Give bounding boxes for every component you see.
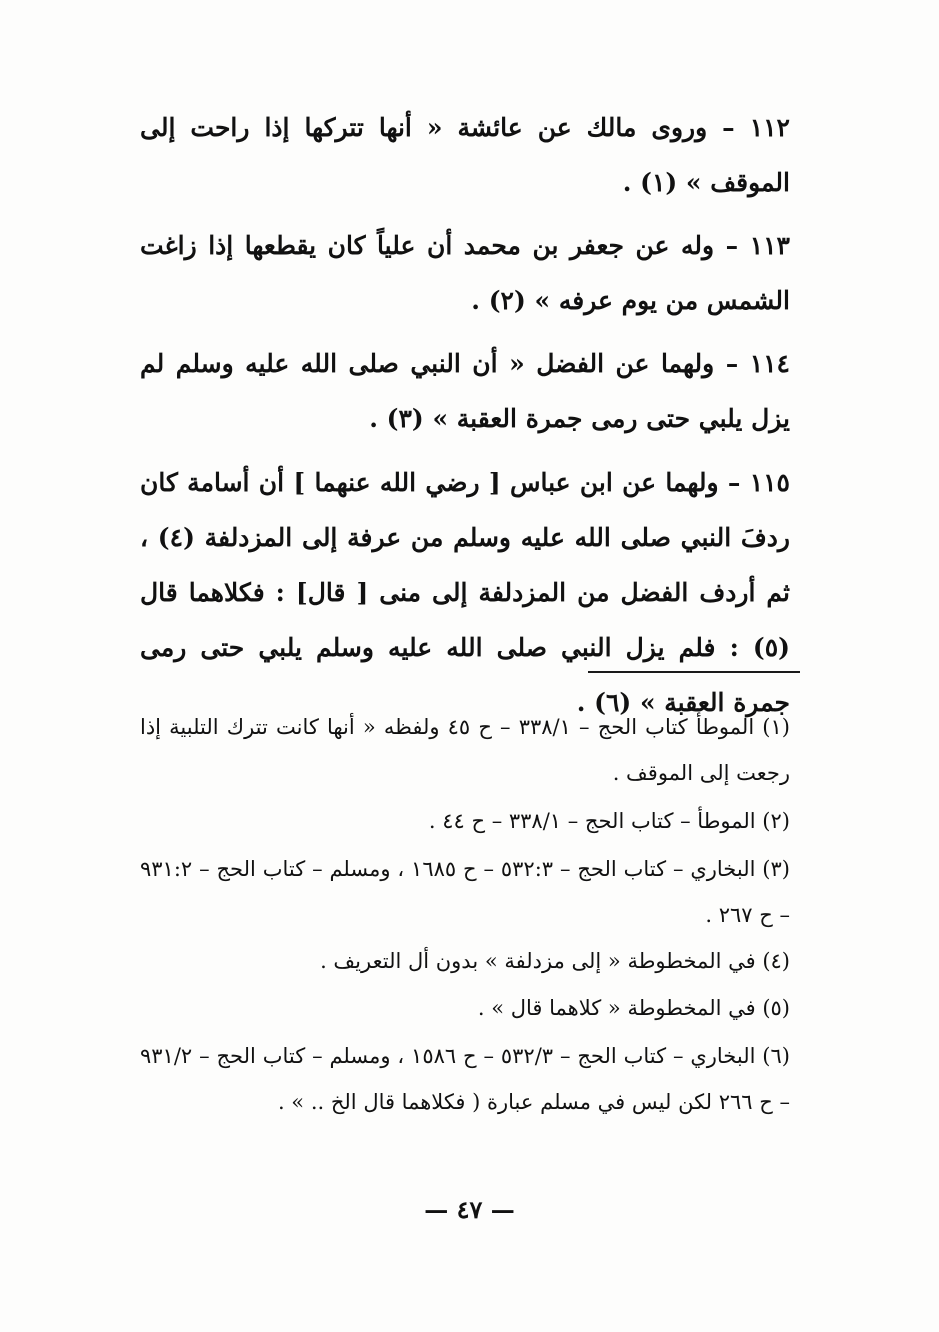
footnote-3: (٣) البخاري – كتاب الحج – ٥٣٢:٣ – ح ١٦٨٥ ، ومسلم – كتاب الحج – ٩٣١:٢ – ح ٢٦٧ . <box>140 857 790 927</box>
page-number: — ٤٧ — <box>424 1195 515 1224</box>
footnote-4: (٤) في المخطوطة « إلى مزدلفة » بدون أل التعريف . <box>320 949 790 973</box>
footnote-separator <box>588 671 800 673</box>
hadith-114: ١١٤ – ولهما عن الفضل « أن النبي صلى الله عليه وسلم لم يزل يلبي حتى رمى جمرة العقبة » (٣) . <box>140 349 790 433</box>
footnote-6: (٦) البخاري – كتاب الحج – ٥٣٢/٣ – ح ١٥٨٦ ، ومسلم – كتاب الحج – ٩٣١/٢ – ح ٢٦٦ لكن ليس في مسلم عبارة ( فكلاهما قال الخ .. » . <box>140 1044 790 1114</box>
hadith-112: ١١٢ – وروى مالك عن عائشة « أنها تتركها إذا راحت إلى الموقف » (١) . <box>140 113 790 197</box>
footnote-5: (٥) في المخطوطة « كلاهما قال » . <box>477 996 790 1020</box>
hadith-113: ١١٣ – وله عن جعفر بن محمد أن علياً كان يقطعها إذا زاغت الشمس من يوم عرفه » (٢) . <box>140 231 790 315</box>
footnote-1: (١) الموطأ كتاب الحج – ٣٣٨/١ – ح ٤٥ ولفظه « أنها كانت تترك التلبية إذا رجعت إلى الموقف . <box>140 715 790 785</box>
footnote-2: (٢) الموطأ – كتاب الحج – ٣٣٨/١ – ح ٤٤ . <box>428 809 790 833</box>
hadith-115: ١١٥ – ولهما عن ابن عباس [ رضي الله عنهما ] أن أسامة كان ردفَ النبي صلى الله عليه وسلم من عرفة إلى المزدلفة (٤) ، ثم أردف الفضل من المزدلفة إلى منى [ قال] : فكلاهما قال (٥) : فلم يزل النبي صلى الله عليه وسلم يلبي حتى رمى جمرة العقبة » (٦) . <box>140 468 790 717</box>
